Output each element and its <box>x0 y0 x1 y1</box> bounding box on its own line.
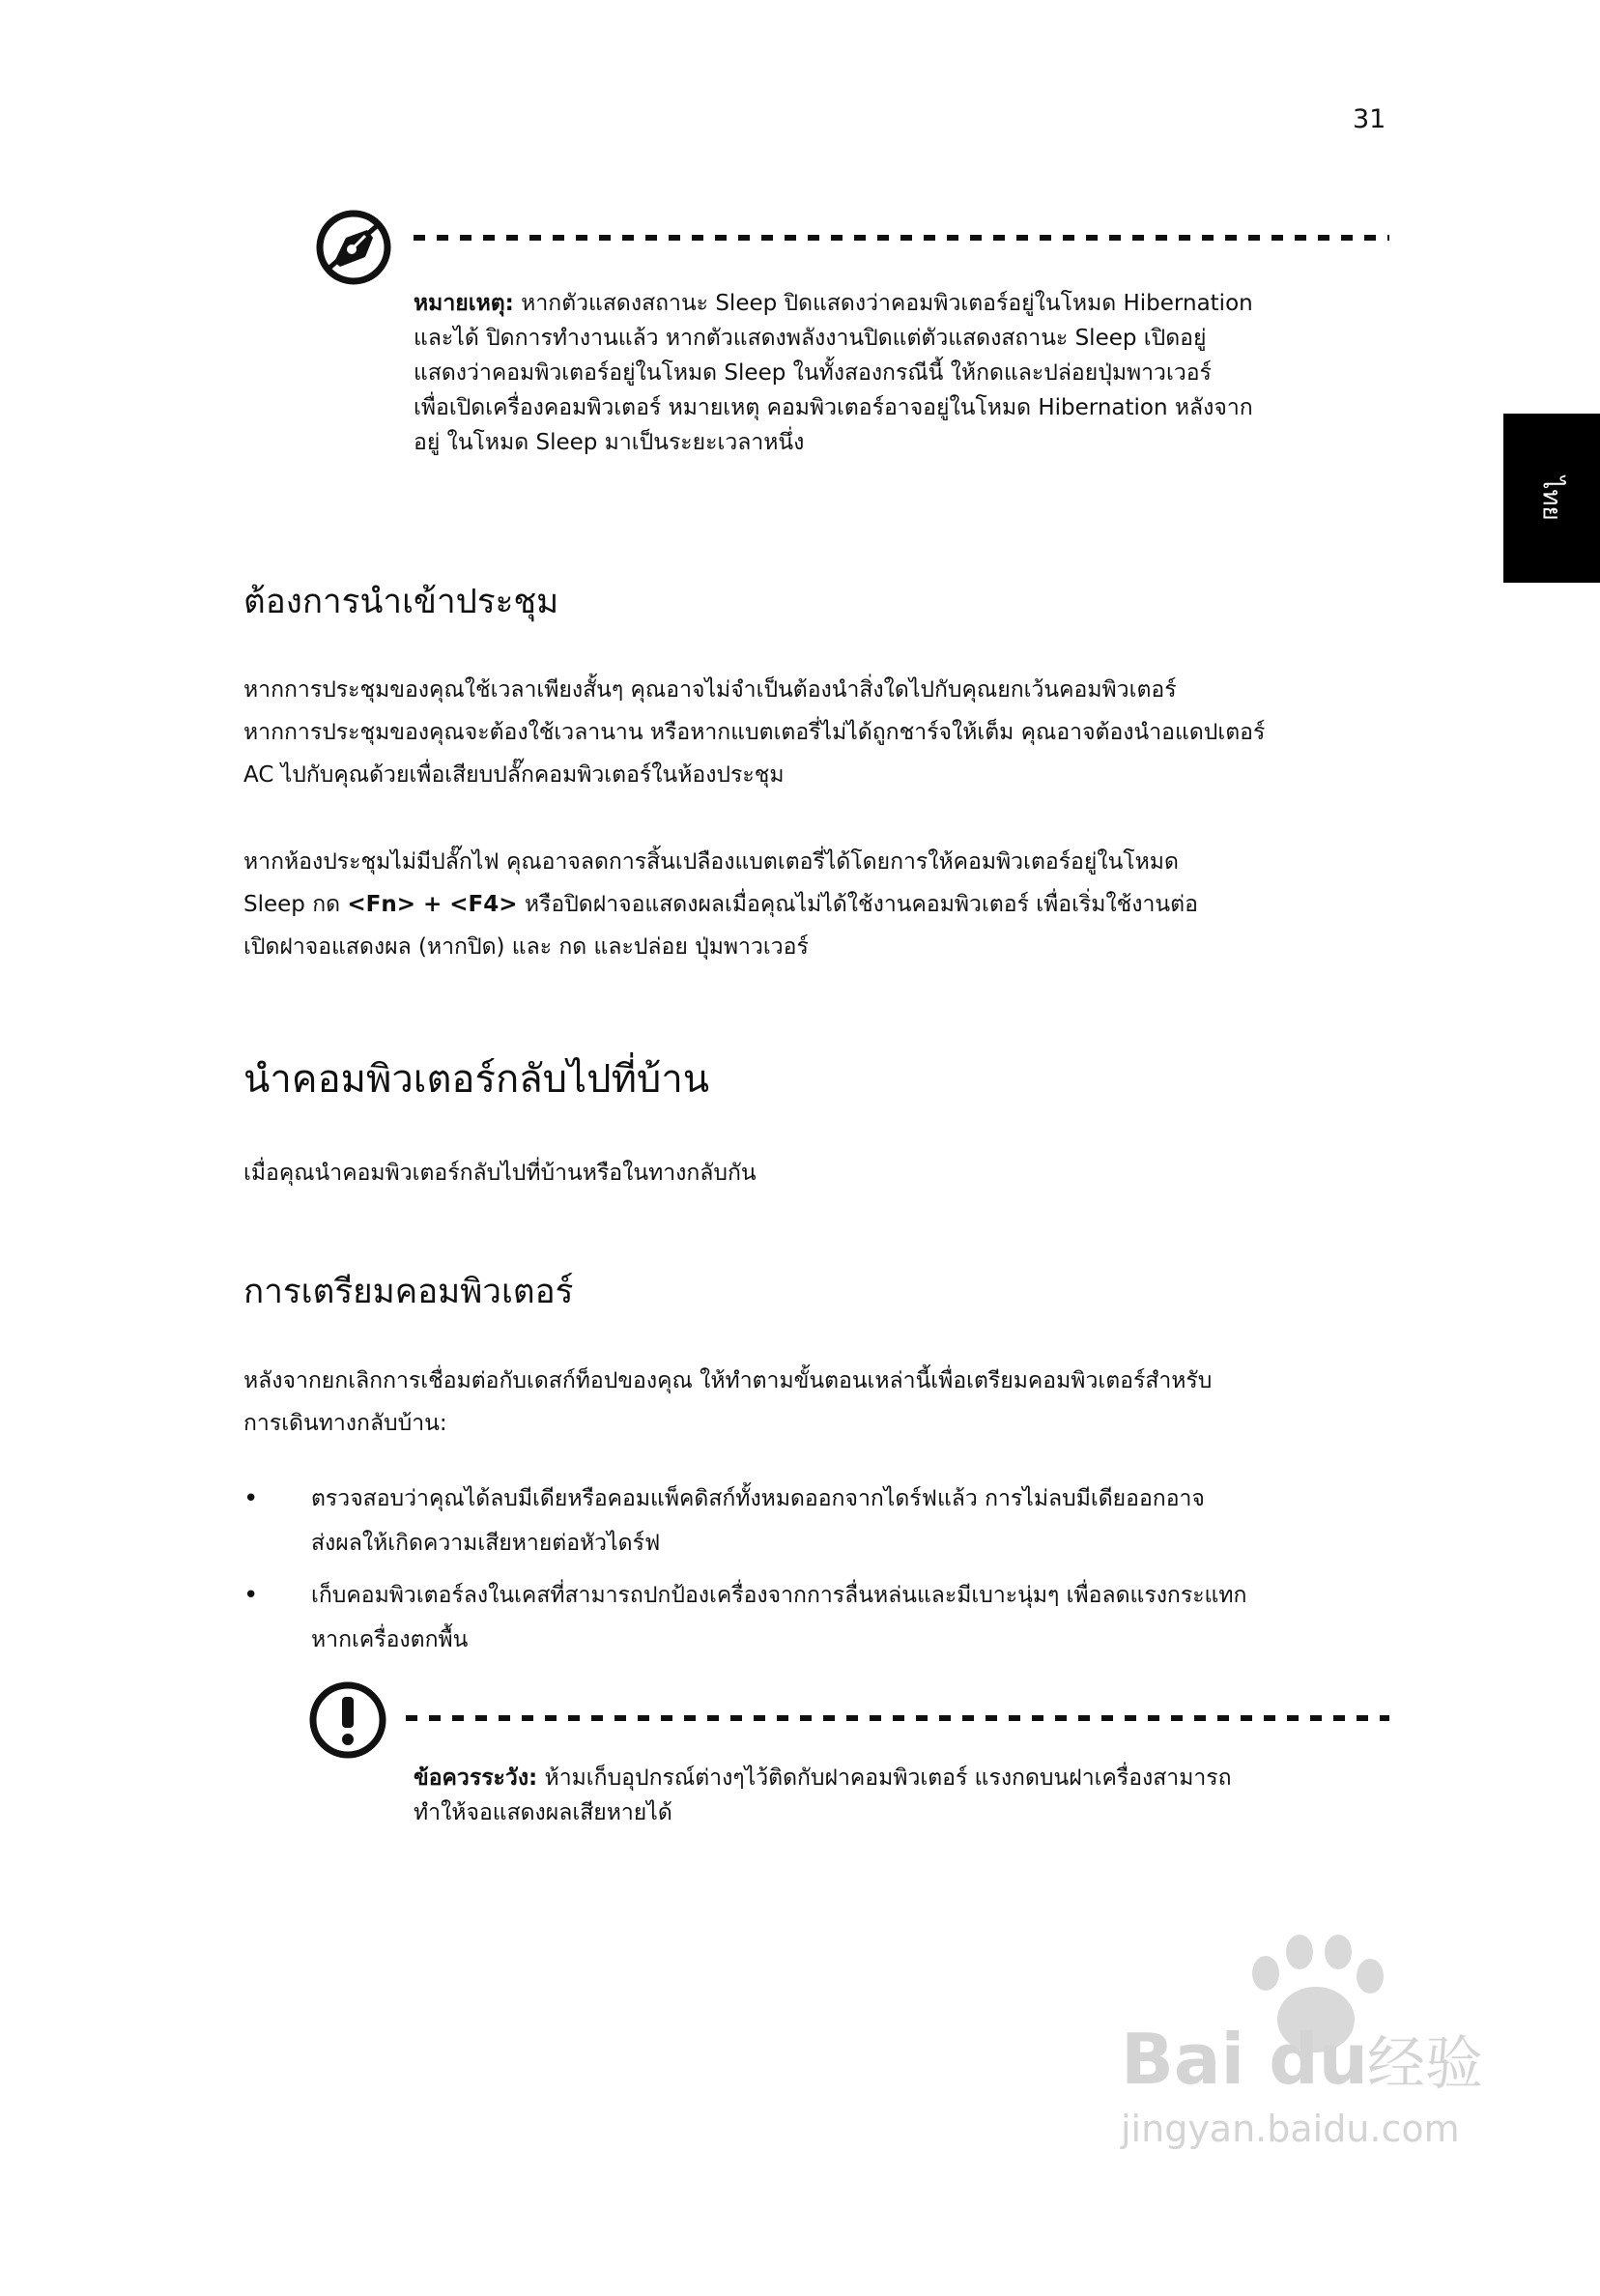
baidu-watermark <box>1111 1923 1507 2155</box>
note-label: หมายเหตุ: <box>414 291 514 316</box>
bullet-icon: • <box>243 1484 259 1513</box>
take-home-heading: นำคอมพิวเตอร์กลับไปที่บ้าน <box>243 1057 710 1102</box>
language-tab <box>1503 414 1600 583</box>
caution-line-2: ทำให้จอแสดงผลเสียหายได้ <box>414 1800 672 1825</box>
caution-divider <box>406 1715 1389 1721</box>
note-line-1: หมายเหตุ: หากตัวแสดงสถานะ Sleep ปิดแสดงว่าคอมพิวเตอร์อยู่ในโหมด Hibernation <box>414 291 1253 316</box>
list-item: • เก็บคอมพิวเตอร์ลงในเคสที่สามารถปกป้องเครื่องจากการลื่นหล่นและมีเบาะนุ่มๆ เพื่อลดแรงกระแทก หากเครื่องตกพื้น <box>243 1573 1393 1662</box>
exclamation-caution-icon <box>307 1679 388 1761</box>
note-line-4: เพื่อเปิดเครื่องคอมพิวเตอร์ หมายเหตุ คอมพิวเตอร์อาจอยู่ในโหมด Hibernation หลังจาก <box>414 395 1253 420</box>
meeting-heading: ต้องการนำเข้าประชุม <box>243 583 559 621</box>
watermark-url: jingyan.baidu.com <box>1121 2108 1460 2150</box>
meeting-paragraph-1: หากการประชุมของคุณใช้เวลาเพียงสั้นๆ คุณอาจไม่จำเป็นต้องนำสิ่งใดไปกับคุณยกเว้นคอมพิวเตอร์ หากการประชุมของคุณจะต้องใช้เวลานาน หรือหากแบตเตอรี่ไม่ได้ถูกชาร์จให้เต็ม คุณอาจต้องนำอแดปเตอร์ AC ไปกับคุณด้วยเพื่อเสียบปลั๊กคอมพิวเตอร์ในห้องประชุม <box>243 677 1266 788</box>
prepare-intro: หลังจากยกเลิกการเชื่อมต่อกับเดสก์ท็อปของคุณ ให้ทำตามขั้นตอนเหล่านี้เพื่อเตรียมคอมพิวเตอร์สำหรับ การเดินทางกลับบ้าน: <box>243 1368 1213 1436</box>
note-line-2: และได้ ปิดการทำงานแล้ว หากตัวแสดงพลังงานปิดแต่ตัวแสดงสถานะ Sleep เปิดอยู่ <box>414 326 1207 351</box>
list-item: • ตรวจสอบว่าคุณได้ลบมีเดียหรือคอมแพ็คดิสก์ทั้งหมดออกจากไดร์ฟแล้ว การไม่ลบมีเดียออกอาจ ส่งผลให้เกิดความเสียหายต่อหัวไดร์ฟ <box>243 1477 1393 1565</box>
bullet-icon: • <box>243 1581 259 1610</box>
language-tab-label: ไทย <box>1536 475 1566 521</box>
caution-label: ข้อควรระวัง: <box>414 1765 538 1791</box>
watermark-logo-text: Bai du <box>1121 2019 1369 2100</box>
key-combo-fn-f4: <Fn> + <F4> <box>347 892 518 917</box>
prepare-heading: การเตรียมคอมพิวเตอร์ <box>243 1273 574 1311</box>
prepare-steps <box>243 1477 1393 1666</box>
note-divider <box>414 235 1389 241</box>
watermark-cn-text: 经验 <box>1367 2030 1483 2098</box>
pen-note-icon <box>315 209 392 286</box>
note-line-5: อยู่ ในโหมด Sleep มาเป็นระยะเวลาหนึ่ง <box>414 430 805 455</box>
meeting-paragraph-2: หากห้องประชุมไม่มีปลั๊กไฟ คุณอาจลดการสิ้นเปลืองแบตเตอรี่ได้โดยการให้คอมพิวเตอร์อยู่ในโหมด Sleep กด <Fn> + <F4> หรือปิดฝาจอแสดงผลเมื่อคุณไม่ได้ใช้งานคอมพิวเตอร์ เพื่อเริ่มใช้งานต่อ เปิดฝาจอแสดงผล (หากปิด) และ กด และปล่อย ปุ่มพาวเวอร์ <box>243 849 1198 960</box>
page-number: 31 <box>1353 104 1386 134</box>
caution-text <box>414 1761 1409 1830</box>
note-line-3: แสดงว่าคอมพิวเตอร์อยู่ในโหมด Sleep ในทั้งสองกรณีนี้ ให้กดและปล่อยปุ่มพาวเวอร์ <box>414 360 1212 386</box>
note-text <box>414 286 1409 460</box>
caution-line-1: ข้อควรระวัง: ห้ามเก็บอุปกรณ์ต่างๆไว้ติดกับฝาคอมพิวเตอร์ แรงกดบนฝาเครื่องสามารถ <box>414 1765 1232 1791</box>
take-home-intro: เมื่อคุณนำคอมพิวเตอร์กลับไปที่บ้านหรือในทางกลับกัน <box>243 1161 757 1186</box>
